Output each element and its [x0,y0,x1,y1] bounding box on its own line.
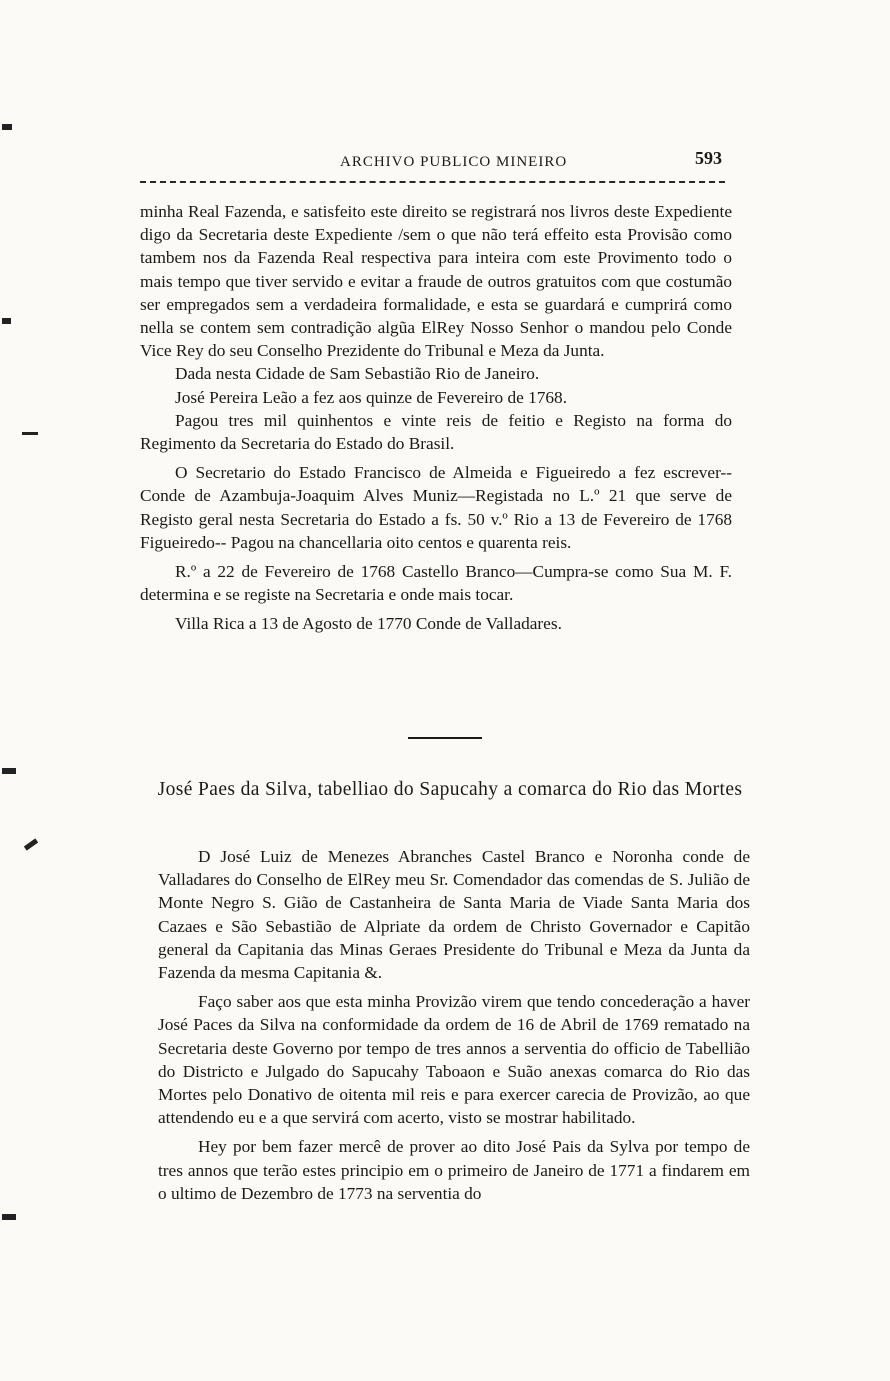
paragraph: Hey por bem fazer mercê de prover ao dito José Pais da Sylva por tempo de tres annos que terão estes principio em o primeiro de Janeiro de 1771 a findarem em o ultimo de Dezembro de 1773 na serventia do [158,1137,750,1203]
paragraph: José Pereira Leão a fez aos quinze de Fevereiro de 1768. [175,387,568,407]
header-title: ARCHIVO PUBLICO MINEIRO [340,154,568,170]
paragraph: minha Real Fazenda, e satisfeito este direito se registrará nos livros deste Expediente digo da Secretaria deste Expediente /sem o que não terá effeito esta Provisão como tambem nos da Fazenda Real respectiva para inteira com este Provimento todo o mais tempo que tiver servido e evitar a fraude de outros gratuitos com que costumão ser empregados sem a verdadeira formalidade, e esta se guardará e cumprirá como nella se contem sem contradição algũa ElRey Nosso Senhor o mandou pelo Conde Vice Rey do seu Conselho Prezidente do Tribunal e Meza da Junta. [140,202,732,361]
section-title: José Paes da Silva, tabelliao do Sapucahy a comarca do Rio das Mortes [157,779,743,800]
paragraph: Dada nesta Cidade de Sam Sebastião Rio de Janeiro. [175,364,540,384]
margin-mark [2,318,11,324]
header-rule [140,181,725,183]
running-header [140,148,730,178]
paragraph: R.º a 22 de Fevereiro de 1768 Castello Branco—Cumpra-se como Sua M. F. determina e se registe na Secretaria e onde mais tocar. [140,562,732,605]
margin-mark [2,768,16,774]
paragraph: D José Luiz de Menezes Abranches Castel Branco e Noronha conde de Valladares do Conselho de ElRey meu Sr. Comendador das comendas de S. Julião de Monte Negro S. Gião de Castanheira de Santa Maria de Viade Santa Maria dos Cazaes e São Sebastião de Alpriate da ordem de Christo Governador e Capitão general da Capitania das Minas Geraes Presidente do Tribunal e Meza da Junta da Fazenda da mesma Capitania &. [158,847,750,983]
page-number: 593 [695,148,722,168]
paragraph: Pagou tres mil quinhentos e vinte reis de feitio e Registo na forma do Regimento da Secretaria do Estado do Brasil. [140,410,732,454]
margin-mark [2,1214,16,1220]
margin-mark [24,838,38,850]
body-text-bottom [158,845,750,1211]
paragraph: Faço saber aos que esta minha Provizão virem que tendo concederação a haver José Paces da Silva na conformidade da ordem de 16 de Abril de 1769 rematado na Secretaria deste Governo por tempo de tres annos a serventia do officio de Tabellião do Districto e Julgado do Sapucahy Taboaon e Suão anexas comarca do Rio das Mortes pelo Donativo de oitenta mil reis e para exercer carecia de Provizão, ao que attendendo eu e a que servirá com acerto, visto se mostrar habilitado. [158,992,750,1128]
margin-mark [22,432,38,435]
paragraph: Villa Rica a 13 de Agosto de 1770 Conde de Valladares. [175,614,562,634]
section-separator [408,737,482,739]
margin-mark [2,124,12,130]
paragraph: O Secretario do Estado Francisco de Almeida e Figueiredo a fez escrever--Conde de Azambuja-Joaquim Alves Muniz—Registada no L.º 21 que serve de Registo geral nesta Secretaria do Estado a fs. 50 v.º Rio a 13 de Fevereiro de 1768 Figueiredo-- Pagou na chancellaria oito centos e quarenta reis. [140,463,732,552]
body-text-top [140,200,732,636]
